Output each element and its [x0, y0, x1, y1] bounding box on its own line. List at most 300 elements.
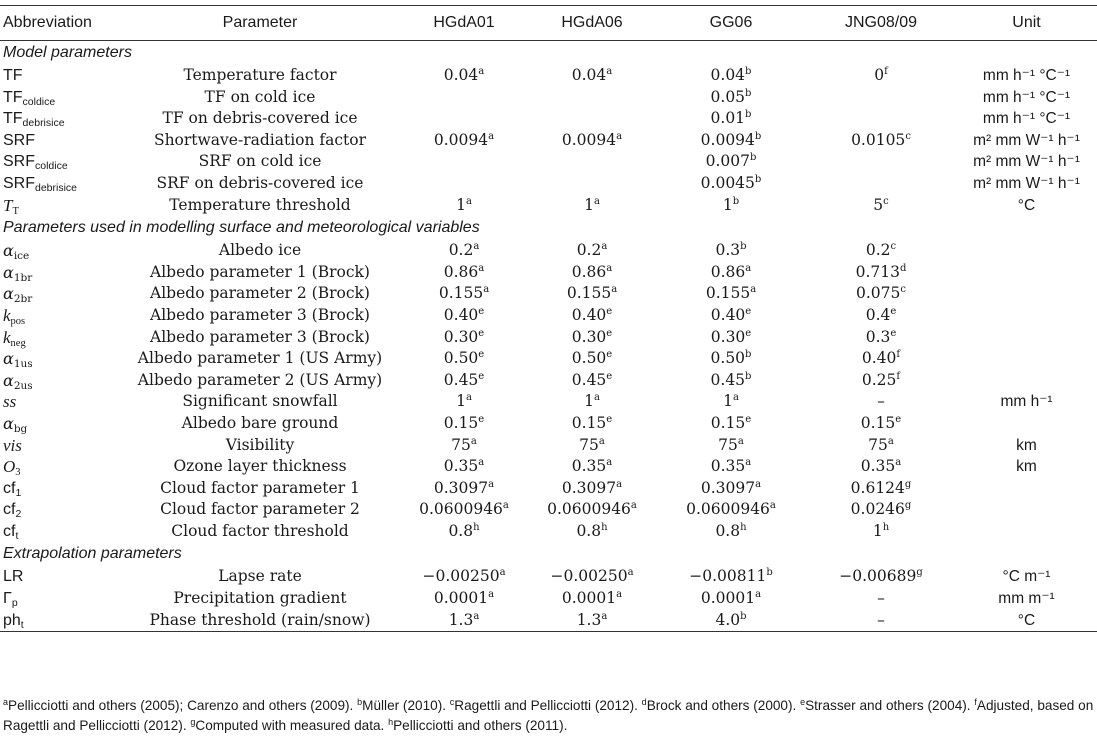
value-number: 0.0094: [700, 130, 755, 149]
symbol-subscript: bg: [13, 422, 28, 435]
value-number: –: [877, 610, 885, 629]
value-number: 0.0600946: [547, 500, 631, 519]
footnote-marker: a: [488, 478, 495, 490]
value-hgda01: [400, 108, 528, 130]
value-hgda06: [528, 283, 656, 305]
row-abbreviation: [0, 610, 120, 632]
value-hgda06: [528, 305, 656, 327]
value-number: 1.3: [576, 610, 602, 629]
value-number: 0.155: [705, 284, 751, 303]
value-number: 0.86: [571, 262, 607, 281]
header-gg06: GG06: [656, 6, 806, 41]
value-gg06: [656, 413, 806, 435]
footnote-text: Ragettli and Pellicciotti (2012).: [454, 698, 642, 713]
value-number: −0.00689: [839, 567, 917, 586]
value-gg06: [656, 195, 806, 217]
value-hgda01: [400, 65, 528, 87]
footnote-mark: g: [190, 717, 196, 727]
row-unit: [956, 521, 1097, 543]
row-parameter: Visibility: [225, 435, 295, 454]
symbol-text: TF: [3, 67, 23, 84]
table-header: [0, 6, 1097, 41]
value-jng0809: [806, 566, 956, 588]
footnote-marker: c: [905, 130, 911, 142]
value-number: 1: [456, 392, 466, 411]
value-gg06: [656, 499, 806, 521]
footnote-marker: a: [606, 457, 613, 469]
value-number: 0.0600946: [419, 500, 503, 519]
value-hgda01: [400, 370, 528, 392]
footnote-marker: a: [755, 478, 762, 490]
footnote-marker: a: [627, 567, 634, 579]
symbol-subscript: t: [20, 618, 24, 631]
symbol-text: O: [3, 457, 16, 477]
value-hgda01: [400, 413, 528, 435]
footnote-marker: g: [904, 500, 912, 512]
footnote-marker: a: [478, 262, 485, 274]
value-number: –: [877, 392, 885, 411]
footnote-marker: a: [887, 435, 894, 447]
footnote-text: Pellicciotti and others (2011).: [393, 718, 568, 733]
value-hgda01: [400, 610, 528, 632]
footnote-marker: a: [611, 284, 618, 296]
footnote-marker: a: [473, 241, 480, 253]
value-number: 0.713: [855, 262, 900, 281]
value-number: 0.155: [438, 284, 484, 303]
value-hgda01: [400, 240, 528, 262]
value-number: 0.30: [571, 327, 607, 346]
value-number: 75: [718, 435, 738, 454]
value-number: 0.05: [710, 87, 746, 106]
value-gg06: [656, 391, 806, 413]
value-number: 0.86: [443, 262, 479, 281]
footnote-marker: a: [755, 589, 762, 601]
footnote-marker: e: [890, 327, 897, 339]
row-abbreviation: [0, 65, 120, 87]
symbol-text: SRF: [3, 174, 35, 192]
table-row: [0, 521, 1097, 543]
footnote-marker: e: [478, 327, 485, 339]
value-hgda01: [400, 456, 528, 478]
footnote-marker: f: [896, 370, 901, 382]
value-hgda06: [528, 173, 656, 195]
value-number: −0.00811: [689, 567, 767, 586]
footnote-marker: a: [502, 500, 509, 512]
footnote-marker: a: [593, 392, 600, 404]
symbol-text: k: [3, 327, 11, 347]
footnote-marker: e: [606, 327, 613, 339]
symbol-text: Γ: [3, 590, 12, 608]
value-number: 1.3: [448, 610, 474, 629]
row-parameter: Albedo parameter 3 (Brock): [150, 327, 370, 346]
value-number: 0.0094: [433, 130, 489, 149]
value-number: 0.04: [443, 66, 479, 84]
value-jng0809: [806, 305, 956, 327]
row-abbreviation: [0, 588, 120, 610]
footnote-marker: a: [732, 392, 739, 404]
row-unit: m² mm W⁻¹ h⁻¹: [973, 174, 1080, 192]
row-parameter: Albedo parameter 2 (Brock): [150, 284, 370, 303]
footnote-marker: b: [754, 173, 762, 185]
value-hgda06: [528, 413, 656, 435]
footnote-mark: f: [974, 697, 977, 707]
symbol-subscript: coldice: [35, 160, 68, 173]
value-jng0809: [806, 108, 956, 130]
footnote-marker: e: [478, 305, 485, 317]
symbol-text: α: [3, 413, 14, 433]
value-number: 75: [868, 435, 888, 454]
value-number: 0.3: [865, 327, 891, 346]
value-number: 0.45: [710, 370, 746, 389]
row-parameter: SRF on debris-covered ice: [156, 173, 364, 192]
symbol-text: vis: [3, 435, 22, 455]
value-jng0809: [806, 240, 956, 262]
symbol-text: SRF: [3, 153, 35, 171]
footnote-marker: a: [601, 610, 608, 622]
footnote-marker: a: [488, 589, 495, 601]
value-jng0809: [806, 195, 956, 217]
section-header-row: [0, 216, 1097, 240]
row-unit: [956, 499, 1097, 521]
footnote-marker: a: [465, 195, 472, 207]
footnote-marker: h: [882, 521, 890, 533]
footnote-mark: c: [449, 697, 455, 707]
value-gg06: [656, 151, 806, 173]
footnote-marker: h: [740, 521, 747, 533]
row-unit: [956, 348, 1097, 370]
symbol-text: α: [3, 284, 14, 304]
footnote-marker: b: [740, 610, 747, 622]
footnote-marker: a: [750, 284, 757, 296]
footnote-marker: c: [900, 284, 906, 296]
row-abbreviation: [0, 370, 120, 392]
value-jng0809: [806, 435, 956, 457]
footnote-marker: e: [478, 349, 485, 361]
symbol-text: α: [3, 349, 14, 369]
table-row: [0, 435, 1097, 457]
row-parameter: Lapse rate: [218, 567, 302, 586]
section-title: Parameters used in modelling surface and meteorological variables: [3, 219, 480, 237]
table-row: [0, 240, 1097, 262]
symbol-text: α: [3, 241, 14, 261]
table-row: [0, 65, 1097, 87]
row-unit: °C: [956, 610, 1097, 632]
value-jng0809: [806, 478, 956, 500]
value-number: 0.8: [576, 521, 602, 540]
symbol-text: SRF: [3, 131, 35, 149]
table-row: [0, 499, 1097, 521]
symbol-text: T: [3, 195, 13, 215]
value-number: 0.04: [710, 66, 746, 84]
footnote-text: Müller (2010).: [362, 698, 450, 713]
value-number: 0.15: [860, 413, 896, 432]
symbol-text: TF: [3, 88, 23, 106]
footnote-marker: a: [745, 457, 752, 469]
table-row: [0, 456, 1097, 478]
value-number: 1: [584, 392, 594, 411]
value-number: 0.3: [715, 241, 741, 260]
value-hgda01: [400, 195, 528, 217]
header-hgda06: HGdA06: [528, 6, 656, 41]
row-parameter: Cloud factor threshold: [171, 521, 349, 540]
value-number: 0.3097: [433, 478, 489, 497]
footnote-marker: a: [601, 241, 608, 253]
symbol-subscript: debrisice: [35, 181, 78, 194]
value-number: 0.2: [865, 241, 891, 260]
row-abbreviation: [0, 499, 120, 521]
footnote-marker: b: [745, 109, 752, 121]
row-parameter: Albedo bare ground: [181, 413, 339, 432]
row-abbreviation: [0, 305, 120, 327]
value-hgda06: [528, 130, 656, 152]
footnote-marker: a: [630, 500, 637, 512]
symbol-subscript: ice: [13, 250, 30, 263]
value-number: 0.45: [443, 370, 479, 389]
symbol-subscript: 2us: [13, 379, 33, 392]
value-number: 0.35: [443, 457, 479, 476]
value-number: 0.15: [710, 413, 746, 432]
value-hgda06: [528, 327, 656, 349]
footnote-marker: b: [745, 66, 752, 77]
value-number: 0.8: [448, 521, 474, 540]
value-hgda06: [528, 610, 656, 632]
footnote-marker: a: [737, 435, 744, 447]
section-header-row: [0, 542, 1097, 566]
row-unit: [956, 305, 1097, 327]
value-gg06: [656, 478, 806, 500]
table-row: [0, 262, 1097, 284]
row-abbreviation: [0, 521, 120, 543]
footnote-marker: g: [904, 478, 912, 490]
value-number: 0.3097: [561, 478, 617, 497]
row-abbreviation: [0, 348, 120, 370]
value-number: −0.00250: [422, 567, 500, 586]
value-jng0809: [806, 456, 956, 478]
row-unit: [956, 478, 1097, 500]
footnote-marker: c: [883, 195, 889, 207]
footnote-marker: h: [601, 521, 608, 533]
value-hgda01: [400, 499, 528, 521]
value-gg06: [656, 283, 806, 305]
row-parameter: Ozone layer thickness: [173, 457, 347, 476]
value-number: 0.40: [443, 305, 479, 324]
value-hgda06: [528, 370, 656, 392]
value-gg06: [656, 435, 806, 457]
table-row: [0, 151, 1097, 173]
value-jng0809: [806, 588, 956, 610]
value-number: 0.15: [443, 413, 479, 432]
value-number: 0.35: [860, 457, 896, 476]
value-number: 0.2: [576, 241, 602, 260]
value-hgda06: [528, 262, 656, 284]
row-unit: mm h⁻¹ °C⁻¹: [982, 67, 1071, 84]
symbol-text: α: [3, 262, 14, 282]
value-hgda06: [528, 499, 656, 521]
value-hgda06: [528, 65, 656, 87]
footnote-marker: b: [766, 567, 773, 579]
value-number: 0.30: [443, 327, 479, 346]
value-hgda01: [400, 283, 528, 305]
section-title: Model parameters: [3, 44, 132, 61]
value-jng0809: [806, 151, 956, 173]
row-parameter: Albedo ice: [218, 241, 302, 260]
value-number: 1: [584, 195, 594, 214]
value-hgda01: [400, 173, 528, 195]
table-body: [0, 41, 1097, 632]
footnote-marker: b: [740, 241, 747, 253]
footnote-marker: a: [593, 195, 600, 207]
footnote-marker: f: [896, 349, 901, 361]
row-unit: km: [1016, 458, 1037, 476]
row-unit: [956, 262, 1097, 284]
value-gg06: [656, 262, 806, 284]
value-gg06: [656, 130, 806, 152]
value-gg06: [656, 305, 806, 327]
value-number: 0.40: [861, 349, 897, 368]
row-unit: °C m⁻¹: [1002, 568, 1051, 586]
value-number: 0.86: [710, 262, 746, 281]
value-hgda06: [528, 195, 656, 217]
row-unit: [956, 413, 1097, 435]
table-row: [0, 195, 1097, 217]
value-number: 0.40: [710, 305, 746, 324]
value-hgda06: [528, 435, 656, 457]
value-number: 0.8: [715, 521, 741, 540]
value-number: 0.45: [571, 370, 607, 389]
value-hgda06: [528, 478, 656, 500]
table-row: [0, 305, 1097, 327]
symbol-subscript: 1br: [13, 271, 33, 284]
table-row: [0, 327, 1097, 349]
footnote-marker: a: [488, 130, 495, 142]
value-number: 0.35: [710, 457, 746, 476]
row-abbreviation: [0, 195, 120, 217]
footnote-marker: a: [745, 262, 752, 274]
value-hgda01: [400, 262, 528, 284]
value-hgda01: [400, 566, 528, 588]
symbol-subscript: 1: [15, 486, 22, 499]
table-row: [0, 391, 1097, 413]
value-gg06: [656, 327, 806, 349]
value-gg06: [656, 87, 806, 109]
value-number: –: [877, 589, 885, 608]
footnote-marker: b: [732, 195, 740, 207]
value-number: 0.075: [856, 284, 901, 303]
value-jng0809: [806, 262, 956, 284]
table-row: [0, 370, 1097, 392]
value-hgda01: [400, 588, 528, 610]
value-number: 0.25: [861, 370, 897, 389]
table-footnotes: [3, 696, 1095, 736]
footnote-marker: b: [745, 370, 752, 382]
value-number: 0.40: [571, 305, 607, 324]
footnote-marker: e: [745, 413, 752, 425]
footnote-marker: a: [499, 567, 506, 579]
value-jng0809: [806, 370, 956, 392]
value-hgda01: [400, 305, 528, 327]
row-abbreviation: [0, 87, 120, 109]
table-row: [0, 87, 1097, 109]
footnote-marker: d: [899, 262, 907, 274]
value-hgda06: [528, 566, 656, 588]
footnote-marker: e: [890, 305, 897, 317]
footnote-mark: e: [800, 697, 806, 707]
value-jng0809: [806, 65, 956, 87]
value-number: 0.35: [571, 457, 607, 476]
value-number: 0.0105: [851, 130, 906, 149]
value-number: 1: [872, 521, 883, 540]
row-parameter: Albedo parameter 2 (US Army): [137, 370, 383, 389]
value-number: 1: [456, 195, 466, 214]
footnote-marker: a: [895, 457, 902, 469]
footnote-marker: a: [616, 478, 623, 490]
footnote-marker: a: [470, 435, 477, 447]
table-row: [0, 588, 1097, 610]
row-unit: m² mm W⁻¹ h⁻¹: [973, 153, 1080, 171]
footnote-marker: a: [465, 392, 472, 404]
table-row: [0, 283, 1097, 305]
row-unit: mm h⁻¹: [1000, 393, 1053, 411]
row-abbreviation: [0, 456, 120, 478]
row-abbreviation: [0, 173, 120, 195]
row-abbreviation: [0, 327, 120, 349]
value-jng0809: [806, 413, 956, 435]
footnote-marker: a: [483, 284, 490, 296]
row-parameter: Albedo parameter 3 (Brock): [150, 305, 370, 324]
symbol-text: k: [3, 305, 11, 325]
value-gg06: [656, 456, 806, 478]
value-number: 0.0001: [433, 589, 489, 608]
value-gg06: [656, 566, 806, 588]
row-parameter: SRF on cold ice: [198, 152, 322, 171]
row-parameter: Precipitation gradient: [173, 589, 347, 608]
footnote-text: Adjusted, based on Ragettli and Pellicciotti (2012).: [3, 698, 1094, 733]
value-jng0809: [806, 348, 956, 370]
value-number: 5: [873, 195, 884, 214]
value-hgda06: [528, 87, 656, 109]
symbol-text: ph: [3, 611, 21, 629]
footnote-marker: e: [606, 349, 613, 361]
symbol-subscript: p: [11, 597, 18, 610]
footnote-marker: b: [754, 130, 762, 142]
footnote-text: Brock and others (2000).: [646, 698, 801, 713]
value-number: 0.4: [865, 305, 891, 324]
footnote-marker: e: [745, 305, 752, 317]
symbol-subscript: 1us: [13, 358, 33, 371]
value-gg06: [656, 348, 806, 370]
symbol-subscript: 3: [15, 467, 21, 479]
value-hgda01: [400, 327, 528, 349]
table-row: [0, 348, 1097, 370]
footnote-marker: a: [606, 66, 613, 77]
table-row: [0, 108, 1097, 130]
row-abbreviation: [0, 130, 120, 152]
row-abbreviation: [0, 478, 120, 500]
symbol-subscript: 2br: [13, 293, 33, 306]
row-parameter: Shortwave-radiation factor: [153, 130, 367, 149]
value-gg06: [656, 240, 806, 262]
value-jng0809: [806, 610, 956, 632]
value-hgda01: [400, 87, 528, 109]
row-parameter: Albedo parameter 1 (US Army): [137, 349, 383, 368]
footnote-mark: d: [641, 697, 647, 707]
footnote-marker: b: [749, 152, 757, 164]
row-unit: km: [1016, 436, 1037, 454]
value-number: 0.0246: [850, 500, 905, 519]
value-gg06: [656, 370, 806, 392]
header-parameter: Parameter: [120, 6, 400, 41]
footnote-text: Pellicciotti and others (2005); Carenzo and others (2009).: [8, 698, 358, 713]
